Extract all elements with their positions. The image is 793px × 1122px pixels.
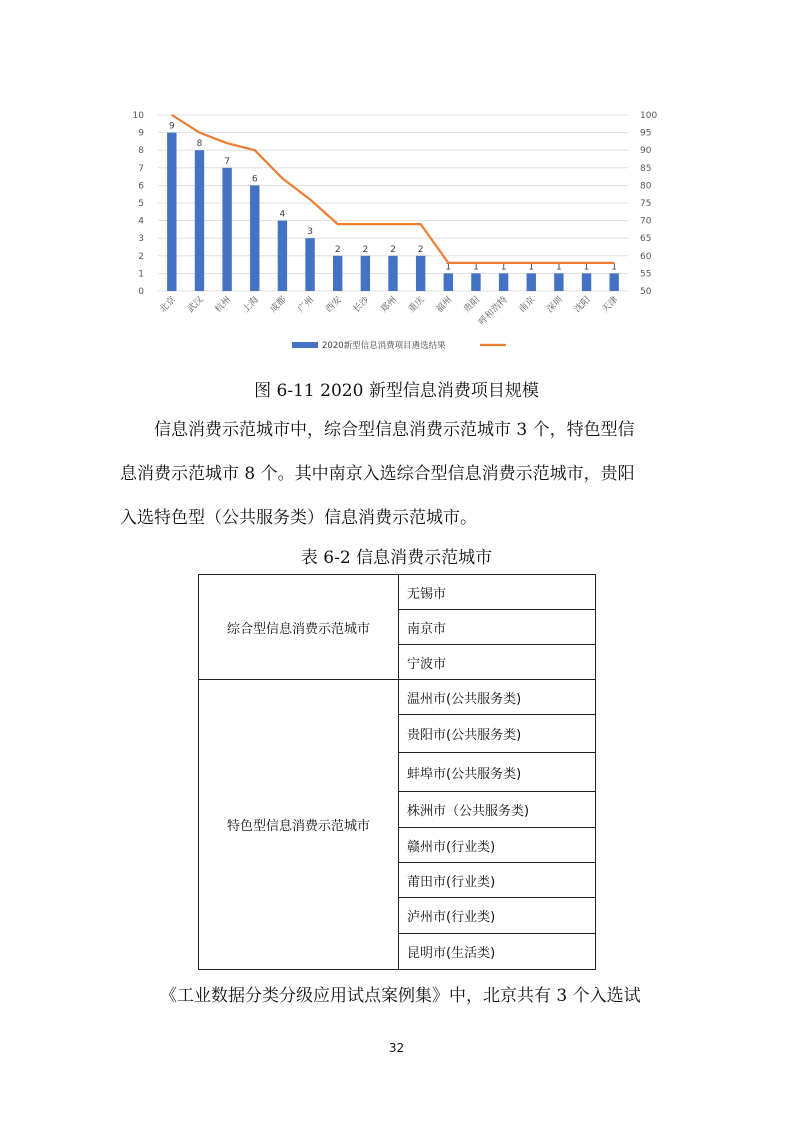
x-tick-label: 成都 <box>268 295 289 315</box>
bar-data-label: 2 <box>334 244 341 255</box>
x-tick-label: 福州 <box>434 295 455 315</box>
bar-data-label: 2 <box>390 244 396 255</box>
bar <box>471 273 480 291</box>
x-tick-label: 沈阳 <box>572 295 593 315</box>
bar <box>388 256 397 291</box>
body-paragraph <box>120 408 676 540</box>
bar-data-label: 1 <box>500 262 507 273</box>
y-left-tick-label: 9 <box>138 128 144 139</box>
x-tick-label: 郑州 <box>379 295 400 315</box>
city-cell: 昆明市(生活类) <box>399 934 596 970</box>
bar <box>195 150 204 291</box>
bar <box>222 168 231 291</box>
city-cell: 贵阳市(公共服务类) <box>399 715 596 753</box>
x-tick-label: 北京 <box>158 295 178 315</box>
bar <box>416 256 425 291</box>
y-right-tick-label: 100 <box>640 111 658 121</box>
body-last-line: 《工业数据分类分级应用试点案例集》中，北京共有 3 个入选试 <box>160 986 641 1006</box>
bar-data-label: 1 <box>583 262 590 273</box>
table-row <box>199 680 596 715</box>
x-tick-label: 武汉 <box>185 295 206 315</box>
x-tick-label: 长沙 <box>351 295 372 315</box>
x-tick-label: 杭州 <box>213 295 234 315</box>
legend-label-bars: 2020新型信息消费项目遴选结果 <box>322 341 446 351</box>
bar-data-label: 9 <box>168 121 175 132</box>
y-left-tick-label: 2 <box>138 251 144 262</box>
y-right-tick-label: 65 <box>640 234 652 245</box>
city-cell: 泸州市(行业类) <box>399 898 596 934</box>
bar-data-label: 1 <box>528 262 535 273</box>
bar-line-chart <box>126 100 666 358</box>
line-series <box>172 115 614 263</box>
bar <box>278 221 287 291</box>
y-left-tick-label: 1 <box>138 269 144 280</box>
y-right-tick-label: 60 <box>640 251 652 262</box>
y-right-tick-label: 50 <box>640 287 652 297</box>
city-cell: 株洲市（公共服务类) <box>399 792 596 828</box>
bar-data-label: 1 <box>473 262 479 273</box>
category-cell: 综合型信息消费示范城市 <box>199 575 399 680</box>
paragraph-line: 入选特色型（公共服务类）信息消费示范城市。 <box>120 508 477 528</box>
city-cell: 蚌埠市(公共服务类) <box>399 753 596 792</box>
x-tick-label: 呼和浩特 <box>477 295 510 328</box>
x-tick-label: 贵阳 <box>462 295 483 315</box>
paragraph-line: 信息消费示范城市中，综合型信息消费示范城市 3 个，特色型信 <box>154 420 635 440</box>
bar-data-label: 1 <box>556 262 562 273</box>
figure-caption: 图 6-11 2020 新型信息消费项目规模 <box>254 381 539 401</box>
table-row <box>199 575 596 610</box>
city-cell: 南京市 <box>399 610 596 645</box>
y-right-tick-label: 75 <box>640 199 652 209</box>
y-left-tick-label: 4 <box>138 216 144 227</box>
y-right-tick-label: 90 <box>640 146 652 157</box>
y-right-tick-label: 80 <box>640 181 652 192</box>
bar <box>361 256 370 291</box>
y-left-tick-label: 3 <box>138 234 144 245</box>
bar-data-label: 1 <box>445 262 452 273</box>
bar-data-label: 7 <box>224 156 230 167</box>
bar <box>167 133 176 291</box>
bar <box>250 185 259 291</box>
x-tick-label: 南京 <box>517 295 538 315</box>
y-left-tick-label: 10 <box>132 111 144 121</box>
y-right-tick-label: 70 <box>640 216 652 227</box>
bar <box>333 256 342 291</box>
bar-data-label: 6 <box>251 174 258 185</box>
y-left-tick-label: 7 <box>138 163 144 174</box>
bar <box>305 238 314 291</box>
y-left-tick-label: 0 <box>138 287 144 297</box>
city-cell: 无锡市 <box>399 575 596 610</box>
x-tick-label: 重庆 <box>406 295 427 315</box>
y-right-tick-label: 85 <box>640 163 652 174</box>
x-tick-label: 广州 <box>296 295 317 315</box>
bar <box>554 273 563 291</box>
bar <box>527 273 536 291</box>
y-left-tick-label: 8 <box>138 146 144 157</box>
bar-data-label: 4 <box>279 209 286 220</box>
legend-swatch-bars <box>292 342 318 348</box>
bar-data-label: 3 <box>307 227 313 238</box>
city-cell: 宁波市 <box>399 645 596 680</box>
table-caption: 表 6-2 信息消费示范城市 <box>300 548 493 568</box>
x-tick-label: 西安 <box>324 295 344 315</box>
bar <box>444 273 453 291</box>
y-right-tick-label: 55 <box>640 269 652 280</box>
x-tick-label: 上海 <box>241 295 261 315</box>
y-left-tick-label: 6 <box>138 181 144 192</box>
y-right-tick-label: 95 <box>640 128 652 139</box>
bar <box>582 273 591 291</box>
bar-data-label: 2 <box>362 244 369 255</box>
city-cell: 莆田市(行业类) <box>399 863 596 898</box>
y-left-tick-label: 5 <box>138 199 144 209</box>
bar-data-label: 8 <box>196 139 203 150</box>
city-cell: 赣州市(行业类) <box>399 828 596 863</box>
x-tick-label: 天津 <box>600 295 621 315</box>
bar-data-label: 2 <box>417 244 424 255</box>
demo-city-table <box>198 574 596 970</box>
page-number: 32 <box>388 1041 405 1055</box>
paragraph-line: 息消费示范城市 8 个。其中南京入选综合型信息消费示范城市，贵阳 <box>120 464 635 484</box>
bar <box>499 273 508 291</box>
category-cell: 特色型信息消费示范城市 <box>199 680 399 970</box>
city-cell: 温州市(公共服务类) <box>399 680 596 715</box>
x-tick-label: 深圳 <box>545 295 566 315</box>
bar <box>609 273 618 291</box>
bar-data-label: 1 <box>611 262 618 273</box>
